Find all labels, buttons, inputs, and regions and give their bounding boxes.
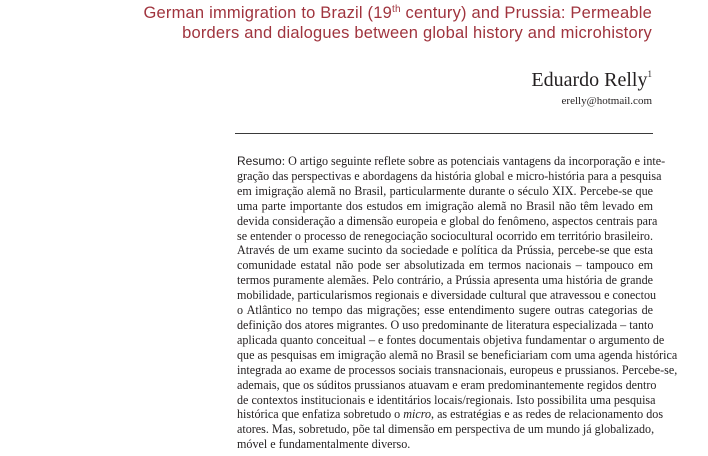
abstract-line: em imigração alemã no Brasil, particularmente durante o século XIX. Percebe-se que [237,183,653,198]
abstract-line: comunidade estatal não pode ser absolutizada em termos nacionais – tampouco em [237,258,653,273]
author-name-text: Eduardo Relly [531,69,648,91]
abstract [237,154,678,452]
abstract-line [237,154,666,169]
article-title-line-2: borders and dialogues between global history and microhistory [182,24,652,42]
abstract-line: devida consideração a dimensão europeia e global do fenômeno, aspectos centrais para [237,213,658,228]
abstract-italic-term: micro [403,407,432,422]
title-part-2: century) and Prussia: Permeable [400,4,652,22]
abstract-line: móvel e fundamentalmente diverso. [237,437,411,452]
abstract-line: mobilidade, particularismos regionais e diversidade cultural que atravessou e conectou [237,288,657,303]
abstract-line: aplicada quanto conceitual – e fontes documentais objetiva fundamentar o argumento de [237,332,665,347]
author-email[interactable]: erelly@hotmail.com [561,95,652,107]
section-divider [235,133,653,134]
abstract-line: que as pesquisas em imigração alemã no Brasil se beneficiariam com uma agenda histórica [237,347,678,362]
abstract-line: Através de um exame sucinto da sociedade e política da Prússia, percebe-se que esta [237,243,653,258]
abstract-line: gração das perspectivas e abordagens da história global e micro-história para a pesquisa [237,168,662,183]
abstract-line: definição dos atores migrantes. O uso predominante de literatura especializada – tanto [237,317,654,332]
abstract-line: atores. Mas, sobretudo, põe tal dimensão em perspectiva de um mundo já globalizado, [237,422,655,437]
article-title-line-1 [92,3,652,23]
abstract-line: o Atlântico no tempo das migrações; esse entendimento sugere outras categorias de [237,303,653,318]
abstract-line: ademais, que os súditos prussianos atuavam e eram predominantemente regidos dentro [237,377,657,392]
abstract-line: se entender o processo de renegociação sociocultural ocorrido em território brasileiro. [237,228,653,243]
abstract-line: de contextos institucionais e identitários locais/regionais. Isto possibilita uma pesquisa [237,392,656,407]
author-name [531,68,652,92]
author-footnote-marker[interactable]: 1 [647,69,652,79]
abstract-line-18-start: histórica que enfatiza sobretudo o [237,407,404,422]
abstract-line: termos puramente alemães. Pelo contrário, a Prússia apresenta uma história de grande [237,273,653,288]
abstract-line-18-rest: , as estratégias e as redes de relacionamento dos [431,407,664,422]
title-superscript: th [391,4,401,15]
abstract-label: Resumo [237,154,282,168]
abstract-line [237,407,664,422]
title-part-1: German immigration to Brazil (19 [143,4,392,22]
abstract-line: integrada ao exame de processos sociais transnacionais, europeus e prussianos. Percebe-se, [237,362,678,377]
abstract-line-1-text: : O artigo seguinte reflete sobre as potenciais vantagens da incorporação e inte- [281,154,666,168]
abstract-line: uma parte importante dos estudos em imigração alemã no Brasil não têm levado em [237,198,653,213]
article-title [92,3,652,43]
